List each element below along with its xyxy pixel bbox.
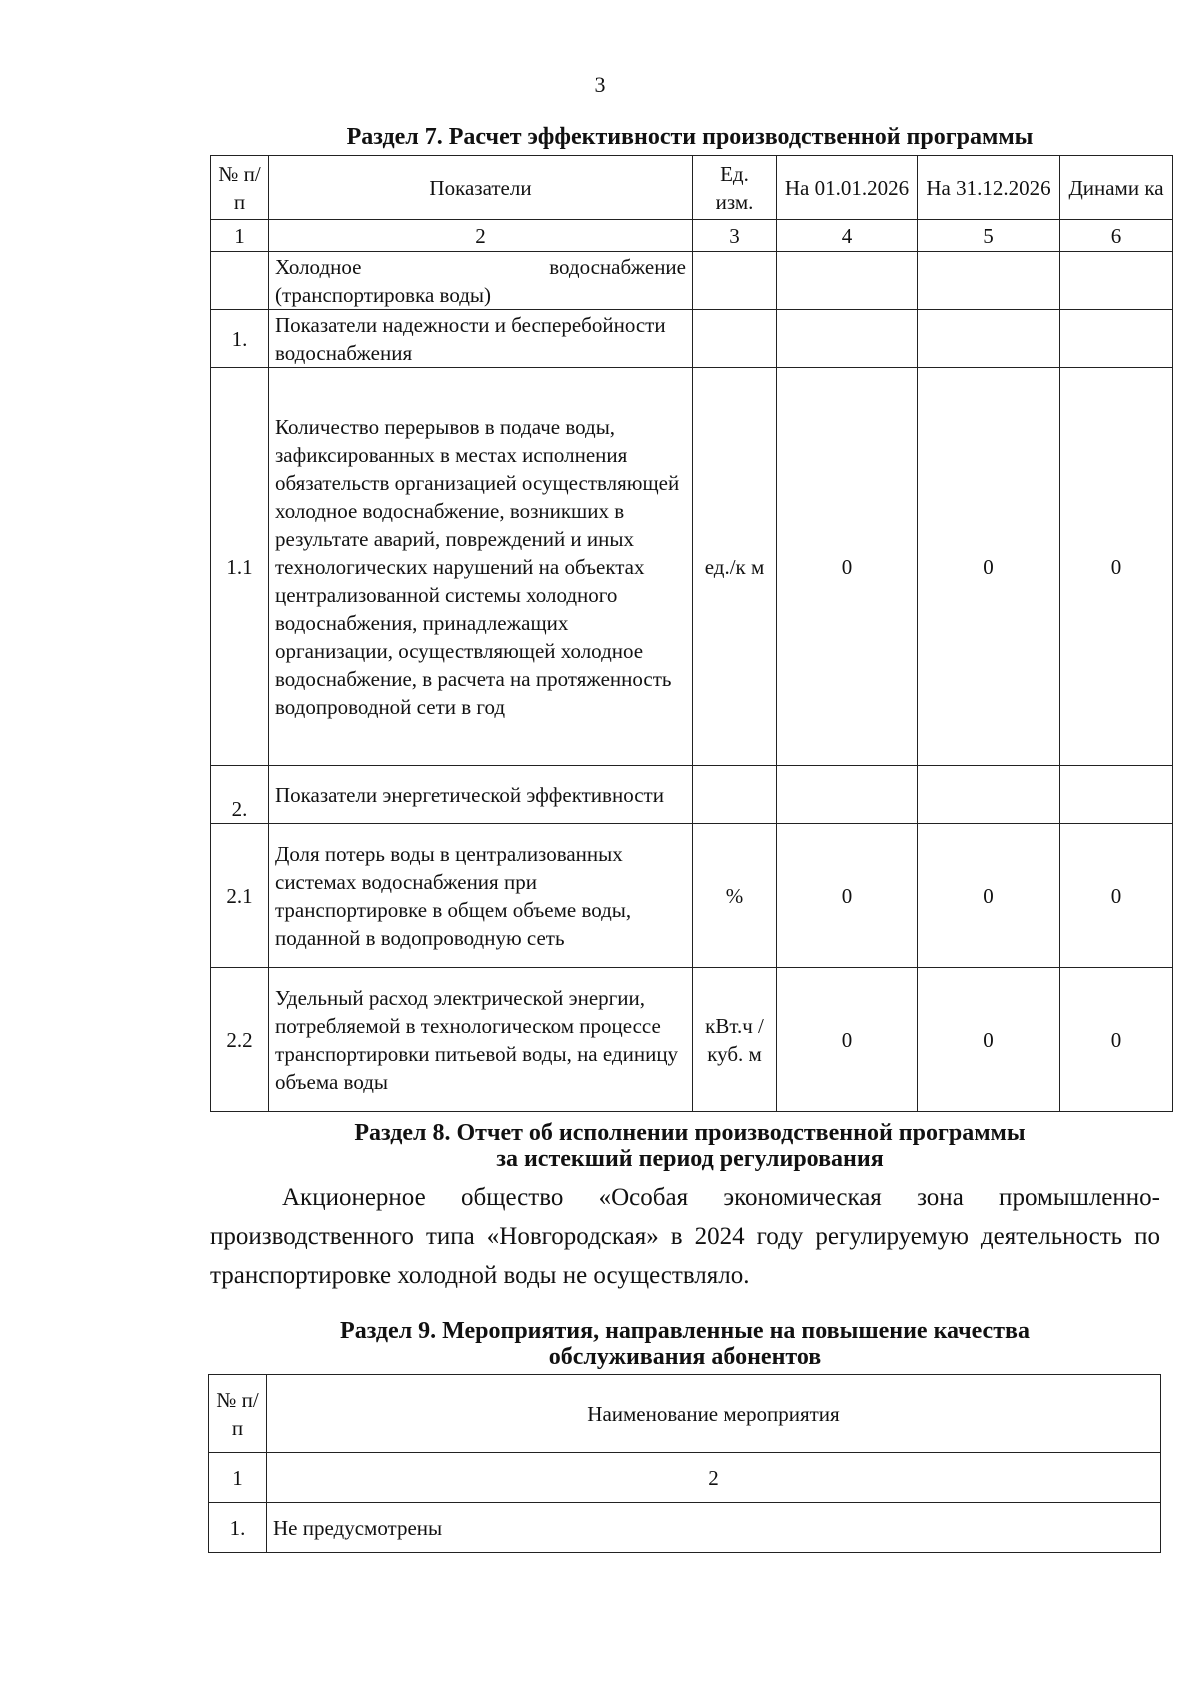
header-dynamics: Динами ка	[1060, 156, 1173, 220]
table-header-row	[209, 1375, 1161, 1453]
table-header-row	[211, 156, 1173, 220]
row-end	[918, 310, 1060, 368]
row-num: 1.	[211, 310, 269, 368]
row-name: Не предусмотрены	[267, 1503, 1161, 1553]
col-number: 2	[269, 220, 693, 252]
row-start	[777, 766, 918, 824]
table-row	[211, 310, 1173, 368]
col-number: 1	[211, 220, 269, 252]
row-unit	[693, 766, 777, 824]
header-unit: Ед. изм.	[693, 156, 777, 220]
row-start: 0	[777, 824, 918, 968]
header-num: № п/п	[211, 156, 269, 220]
col-number: 4	[777, 220, 918, 252]
row-dynamics: 0	[1060, 368, 1173, 766]
row-unit	[693, 252, 777, 310]
row-num: 2.1	[211, 824, 269, 968]
header-activity-name: Наименование мероприятия	[267, 1375, 1161, 1453]
table-row	[211, 766, 1173, 824]
row-name: Удельный расход электрической энергии, потребляемой в технологическом процессе транспортировки питьевой воды, на единицу объема воды	[269, 968, 693, 1112]
row-name: Количество перерывов в подаче воды, зафиксированных в местах исполнения обязательств организацией осуществляющей холодное водоснабжение, возникших в результате аварий, повреждений и иных технологических нарушений на объектах централизованной системы холодного водоснабжения, принадлежащих организации, осуществляющей холодное водоснабжение, в расчета на протяженность водопроводной сети в год	[269, 368, 693, 766]
table-row	[211, 824, 1173, 968]
col-number: 1	[209, 1453, 267, 1503]
row-num: 2.	[211, 766, 269, 824]
row-name: Холодное водоснабжение (транспортировка воды)	[269, 252, 693, 310]
row-unit: кВт.ч /куб. м	[693, 968, 777, 1112]
row-num: 2.2	[211, 968, 269, 1112]
row-dynamics	[1060, 252, 1173, 310]
table-row	[209, 1503, 1161, 1553]
row-dynamics	[1060, 766, 1173, 824]
row-end: 0	[918, 968, 1060, 1112]
section9-title: Раздел 9. Мероприятия, направленные на повышение качества обслуживания абонентов	[340, 1318, 1030, 1370]
row-unit: ед./к м	[693, 368, 777, 766]
row-start: 0	[777, 968, 918, 1112]
col-number: 3	[693, 220, 777, 252]
col-number: 6	[1060, 220, 1173, 252]
table-row	[211, 252, 1173, 310]
header-indicator: Показатели	[269, 156, 693, 220]
row-dynamics: 0	[1060, 824, 1173, 968]
row-start	[777, 252, 918, 310]
row-dynamics	[1060, 310, 1173, 368]
table-row	[211, 368, 1173, 766]
row-name: Показатели надежности и бесперебойности водоснабжения	[269, 310, 693, 368]
row-unit: %	[693, 824, 777, 968]
column-number-row	[211, 220, 1173, 252]
header-start: На 01.01.2026	[777, 156, 918, 220]
section8-title: Раздел 8. Отчет об исполнении производственной программы за истекший период регулирования	[354, 1120, 1026, 1172]
row-end	[918, 766, 1060, 824]
section7-table	[210, 155, 1173, 1112]
section9-table	[208, 1374, 1161, 1553]
row-end	[918, 252, 1060, 310]
row-dynamics: 0	[1060, 968, 1173, 1112]
header-num: № п/п	[209, 1375, 267, 1453]
row-end: 0	[918, 368, 1060, 766]
row-name: Доля потерь воды в централизованных системах водоснабжения при транспортировке в общем объеме воды, поданной в водопроводную сеть	[269, 824, 693, 968]
table-row	[211, 968, 1173, 1112]
section7-title: Раздел 7. Расчет эффективности производственной программы	[346, 124, 1034, 150]
page-number: 3	[594, 72, 606, 97]
row-start	[777, 310, 918, 368]
header-end: На 31.12.2026	[918, 156, 1060, 220]
column-number-row	[209, 1453, 1161, 1503]
col-number: 2	[267, 1453, 1161, 1503]
row-num	[211, 252, 269, 310]
row-start: 0	[777, 368, 918, 766]
row-num: 1.	[209, 1503, 267, 1553]
row-unit	[693, 310, 777, 368]
section8-text: Акционерное общество «Особая экономическая зона промышленно-производственного типа «Новгородская» в 2024 году регулируемую деятельность по транспортировке холодной воды не осуществляло.	[210, 1184, 1160, 1289]
row-end: 0	[918, 824, 1060, 968]
row-name: Показатели энергетической эффективности	[269, 766, 693, 824]
row-num: 1.1	[211, 368, 269, 766]
col-number: 5	[918, 220, 1060, 252]
